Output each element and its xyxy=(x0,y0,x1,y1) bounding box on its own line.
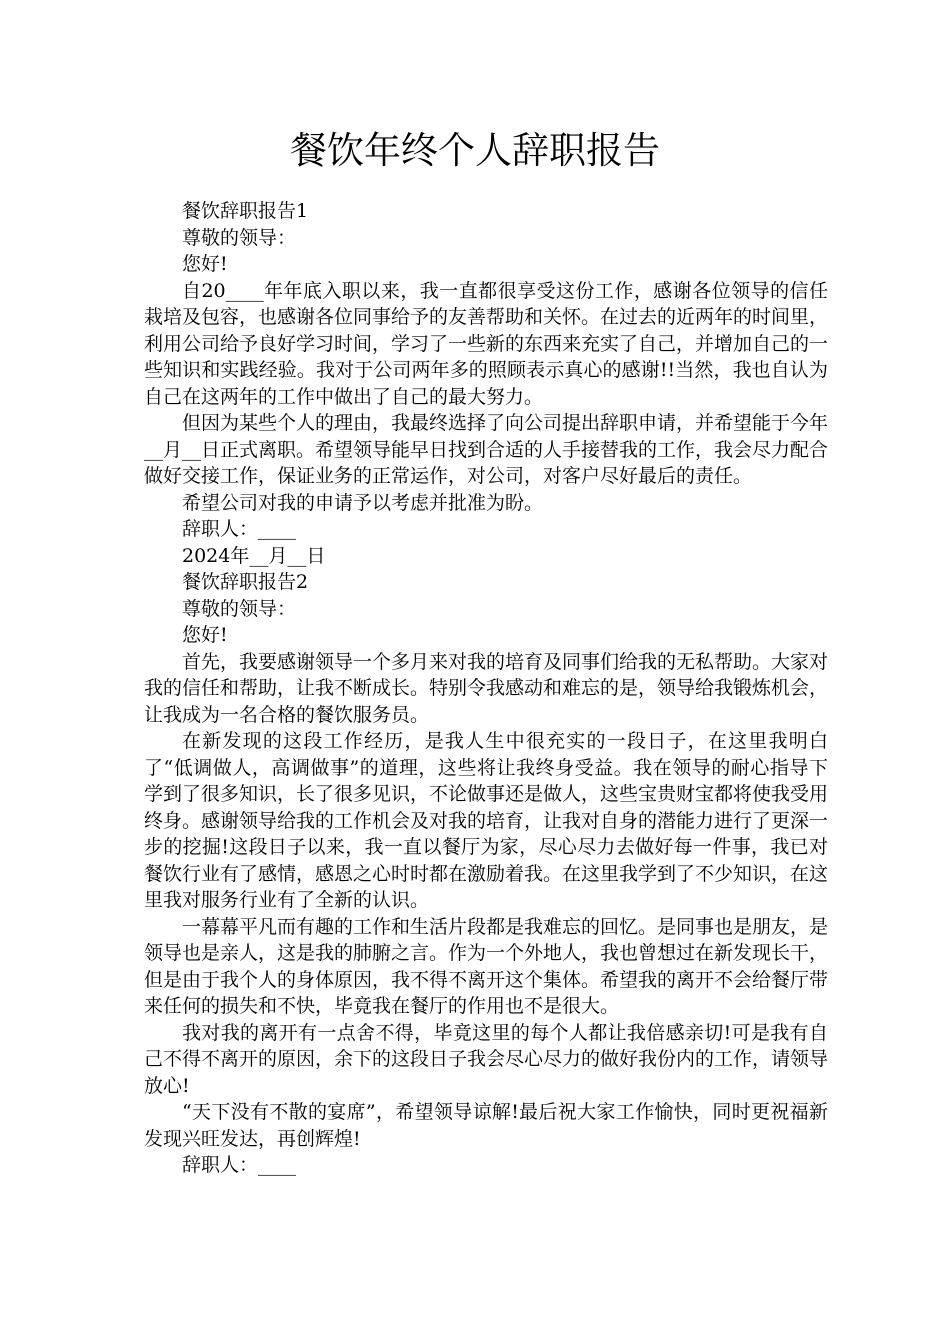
body-paragraph: 首先，我要感谢领导一个多月来对我的培育及同事们给我的无私帮助。大家对我的信任和帮助，让我不断成长。特别令我感动和难忘的是，领导给我锻炼机会，让我成为一名合格的餐饮服务员。 xyxy=(144,650,829,726)
section-heading-report-1: 餐饮辞职报告1 xyxy=(182,200,309,222)
body-paragraph: 但因为某些个人的理由，我最终选择了向公司提出辞职申请，并希望能于今年__月__日正式离职。希望领导能早日找到合适的人手接替我的工作，我会尽力配合做好交接工作，保证业务的正常运作，对公司，对客户尽好最后的责任。 xyxy=(144,412,829,487)
body-paragraph: 自20____年年底入职以来，我一直都很享受这份工作，感谢各位领导的信任栽培及包容，也感谢各位同事给予的友善帮助和关怀。在过去的近两年的时间里，利用公司给予良好学习时间，学习了一些新的东西来充实了自己，并增加自己的一些知识和实践经验。我对于公司两年多的照顾表示真心的感谢!!当然，我也自认为自己在这两年的工作中做出了自己的最大努力。 xyxy=(144,279,829,408)
signature-line: 辞职人：____ xyxy=(182,1154,297,1176)
salutation: 尊敬的领导： xyxy=(182,226,297,249)
body-paragraph: 希望公司对我的申请予以考虑并批准为盼。 xyxy=(182,491,544,514)
signature-line: 辞职人：____ xyxy=(182,518,297,540)
greeting: 您好! xyxy=(182,253,228,275)
greeting: 您好! xyxy=(182,624,228,646)
section-heading-report-2: 餐饮辞职报告2 xyxy=(182,571,309,593)
body-paragraph: “天下没有不散的宴席”，希望领导谅解!最后祝大家工作愉快，同时更祝福新发现兴旺发达，再创辉煌! xyxy=(144,1101,828,1150)
date-line: 2024年__月__日 xyxy=(182,544,326,567)
document-body xyxy=(144,198,828,1179)
body-paragraph: 在新发现的这段工作经历，是我人生中很充实的一段日子，在这里我明白了“低调做人，高调做事”的道理，这些将让我终身受益。我在领导的耐心指导下学到了很多知识，长了很多见识，不论做事还是做人，这些宝贵财宝都将使我受用终身。感谢领导给我的工作机会及对我的培育，让我对自身的潜能力进行了更深一步的挖掘!这段日子以来，我一直以餐厅为家，尽心尽力去做好每一件事，我已对餐饮行业有了感情，感恩之心时时都在激励着我。在这里我学到了不少知识，在这里我对服务行业有了全新的认识。 xyxy=(144,730,829,911)
document-title: 餐饮年终个人辞职报告 xyxy=(290,129,660,172)
body-paragraph: 一幕幕平凡而有趣的工作和生活片段都是我难忘的回忆。是同事也是朋友，是领导也是亲人，这是我的肺腑之言。作为一个外地人，我也曾想过在新发现长干，但是由于我个人的身体原因，我不得不离开这个集体。希望我的离开不会给餐厅带来任何的损失和不快，毕竟我在餐厅的作用也不是很大。 xyxy=(144,915,829,1017)
salutation: 尊敬的领导： xyxy=(182,597,297,620)
body-paragraph: 我对我的离开有一点舍不得，毕竟这里的每个人都让我倍感亲切!可是我有自己不得不离开的原因，余下的这段日子我会尽心尽力的做好我份内的工作，请领导放心! xyxy=(144,1021,829,1097)
